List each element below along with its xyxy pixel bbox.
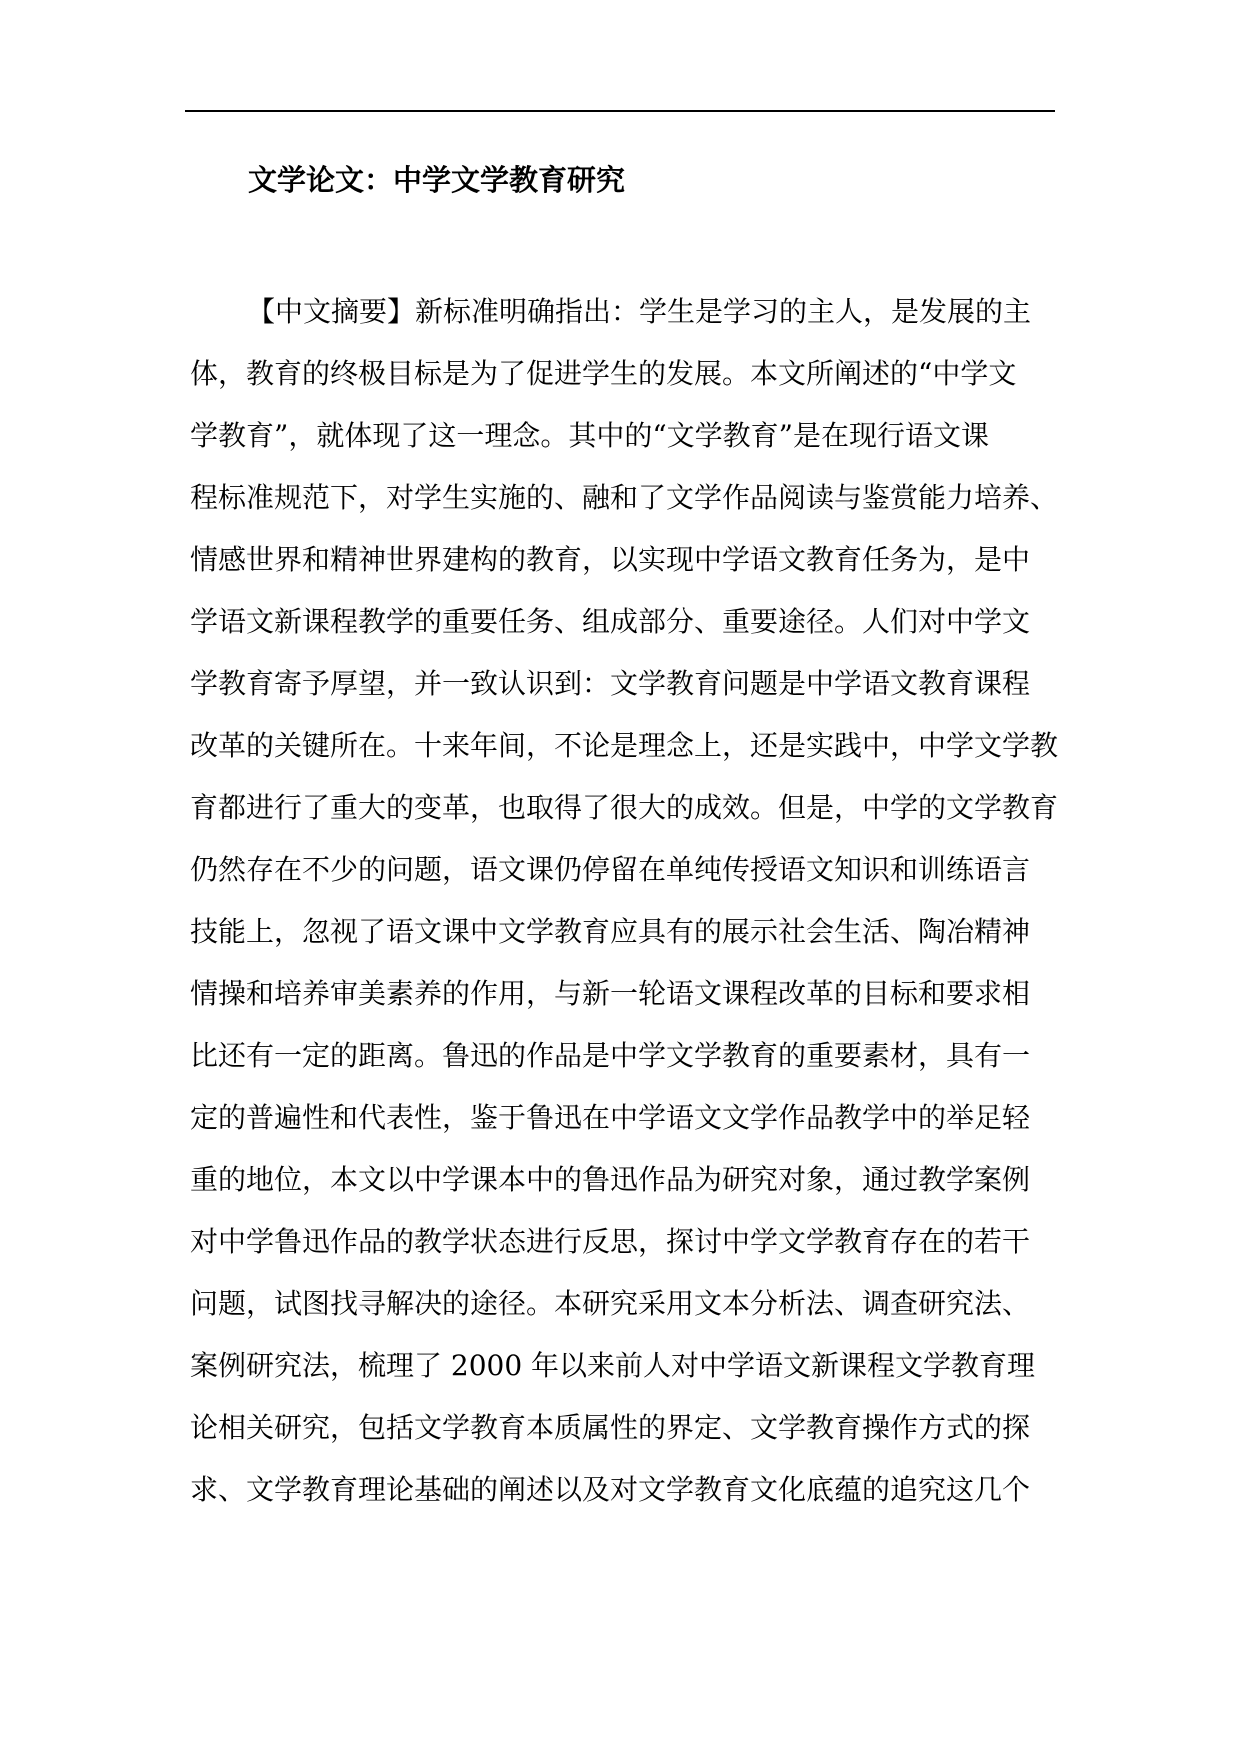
abstract-line: 学教育寄予厚望，并一致认识到：文学教育问题是中学语文教育课程 (190, 667, 1031, 700)
header-rule (185, 110, 1055, 112)
abstract-line: 案例研究法，梳理了 2000 年以来前人对中学语文新课程文学教育理 (190, 1349, 1036, 1382)
abstract-line: 【中文摘要】新标准明确指出：学生是学习的主人，是发展的主 (247, 295, 1032, 328)
abstract-paragraph (190, 288, 1060, 1528)
abstract-line: 问题，试图找寻解决的途径。本研究采用文本分析法、调查研究法、 (190, 1287, 1031, 1320)
abstract-line: 论相关研究，包括文学教育本质属性的界定、文学教育操作方式的探 (190, 1411, 1031, 1444)
abstract-line: 技能上，忽视了语文课中文学教育应具有的展示社会生活、陶冶精神 (190, 915, 1031, 948)
abstract-line: 定的普遍性和代表性，鉴于鲁迅在中学语文文学作品教学中的举足轻 (190, 1101, 1031, 1134)
abstract-line: 重的地位，本文以中学课本中的鲁迅作品为研究对象，通过教学案例 (190, 1163, 1031, 1196)
abstract-line: 对中学鲁迅作品的教学状态进行反思，探讨中学文学教育存在的若干 (190, 1225, 1031, 1258)
abstract-line: 体，教育的终极目标是为了促进学生的发展。本文所阐述的“中学文 (190, 357, 1017, 390)
abstract-line: 育都进行了重大的变革，也取得了很大的成效。但是，中学的文学教育 (190, 791, 1059, 824)
abstract-line: 求、文学教育理论基础的阐述以及对文学教育文化底蕴的追究这几个 (190, 1473, 1031, 1506)
abstract-line: 情操和培养审美素养的作用，与新一轮语文课程改革的目标和要求相 (190, 977, 1031, 1010)
abstract-line: 改革的关键所在。十来年间，不论是理念上，还是实践中，中学文学教 (190, 729, 1059, 762)
abstract-line: 比还有一定的距离。鲁迅的作品是中学文学教育的重要素材，具有一 (190, 1039, 1031, 1072)
abstract-line: 学教育”，就体现了这一理念。其中的“文学教育”是在现行语文课 (190, 419, 989, 452)
document-title: 文学论文：中学文学教育研究 (248, 163, 626, 197)
abstract-line: 情感世界和精神世界建构的教育，以实现中学语文教育任务为，是中 (190, 543, 1031, 576)
abstract-line: 仍然存在不少的问题，语文课仍停留在单纯传授语文知识和训练语言 (190, 853, 1031, 886)
abstract-line: 程标准规范下，对学生实施的、融和了文学作品阅读与鉴赏能力培养、 (190, 481, 1059, 514)
abstract-line: 学语文新课程教学的重要任务、组成部分、重要途径。人们对中学文 (190, 605, 1031, 638)
